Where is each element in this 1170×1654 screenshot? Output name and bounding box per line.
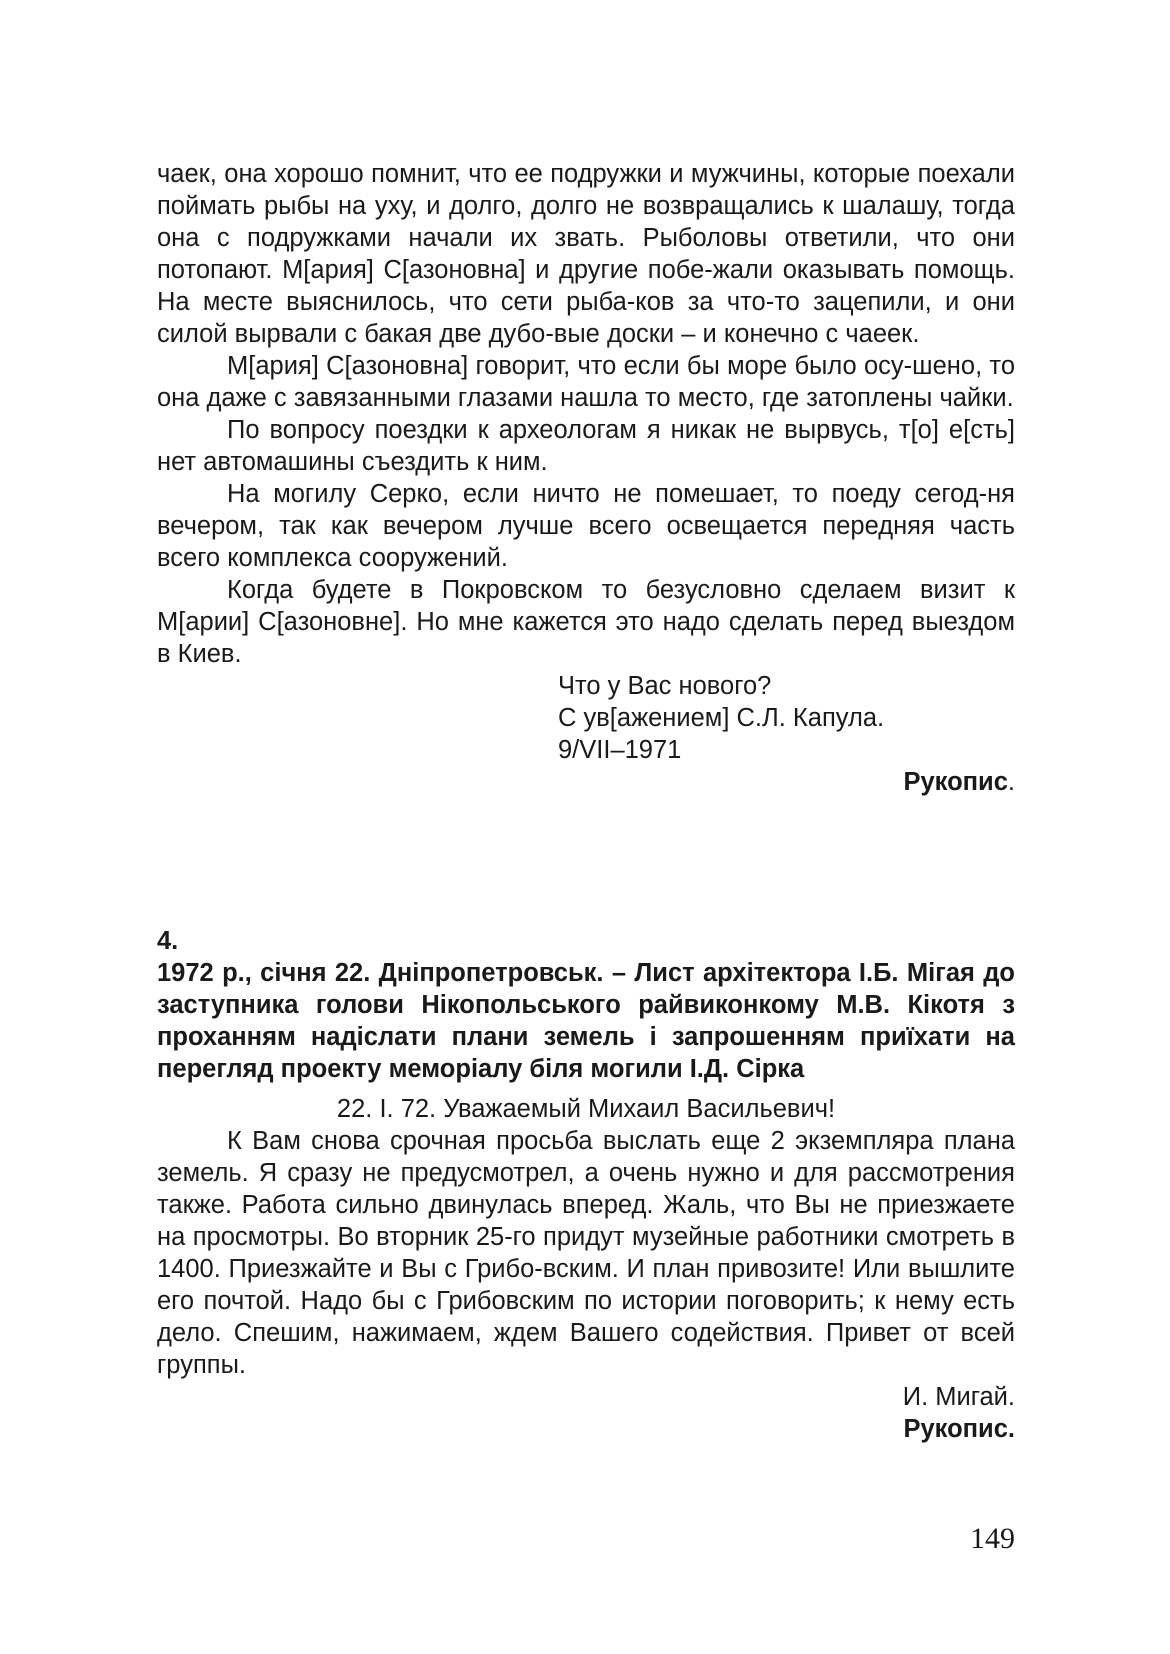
letter-signature: И. Мигай.: [902, 1383, 1015, 1411]
letter-4: [157, 1093, 1015, 1445]
closing-date: 9/VII–1971: [558, 736, 682, 764]
paragraph-continued: чаек, она хорошо помнит, что ее подружки и мужчины, которые поехали поймать рыбы на уху, и долго, долго не возвращались к шалашу, тогда она с подружками начали их звать. Рыболовы ответили, что они потопают. М[ария] С[азоновна] и другие побе-жали оказывать помощь. На месте выяснилось, что сети рыба-ков за что-то зацепили, и они силой вырвали с бакая две дубо-вые доски – и конечно с чаеек.: [157, 160, 1015, 348]
source-punctuation: .: [1007, 768, 1015, 796]
source-note: Рукопис.: [903, 1415, 1015, 1443]
source-note: [157, 766, 1015, 798]
paragraph: М[ария] С[азоновна] говорит, что если бы море было осу-шено, то она даже с завязанными глазами нашла то место, где затоплены чайки.: [157, 352, 1015, 412]
letter-body: К Вам снова срочная просьба выслать еще 2 экземпляра плана земель. Я сразу не предусмотрел, а очень нужно и для рассмотрения также. Работа сильно двинулась вперед. Жаль, что Вы не приезжаете на просмотры. Во вторник 25-го придут музейные работники смотреть в 1400. Приезжайте и Вы с Грибо-вским. И план привозите! Или вышлите его почтой. Надо бы с Грибовским по истории поговорить; к нему есть дело. Спешим, нажимаем, ждем Вашего содействия. Привет от всей группы.: [157, 1127, 1015, 1379]
document-number: 4.: [157, 927, 179, 955]
letter-greeting: 22. I. 72. Уважаемый Михаил Васильевич!: [336, 1095, 836, 1123]
paragraph: По вопросу поездки к археологам я никак не вырвусь, т[о] е[сть] нет автомашины съездить к ним.: [157, 416, 1015, 476]
document-title: 1972 р., січня 22. Дніпропетровськ. – Лист архітектора І.Б. Мігая до заступника голови Нікопольського райвиконкому М.В. Кікотя з проханням надіслати плани земель і запрошенням приїхати на перегляд проекту меморіалу біля могили І.Д. Сірка: [157, 959, 1015, 1083]
letter-continuation: [157, 158, 1015, 798]
closing-question: Что у Вас нового?: [558, 672, 772, 700]
page-number: 149: [970, 1522, 1015, 1555]
paragraph: Когда будете в Покровском то безусловно сделаем визит к М[арии] С[азоновне]. Но мне кажется это надо сделать перед выездом в Киев.: [157, 576, 1015, 668]
paragraph: На могилу Серко, если ничто не помешает, то поеду сегод-ня вечером, так как вечером лучше всего освещается передняя часть всего комплекса сооружений.: [157, 480, 1015, 572]
document-heading-block: [157, 925, 1015, 1085]
closing-signature: С ув[ажением] С.Л. Капула.: [558, 704, 885, 732]
source-label: Рукопис: [903, 768, 1008, 796]
